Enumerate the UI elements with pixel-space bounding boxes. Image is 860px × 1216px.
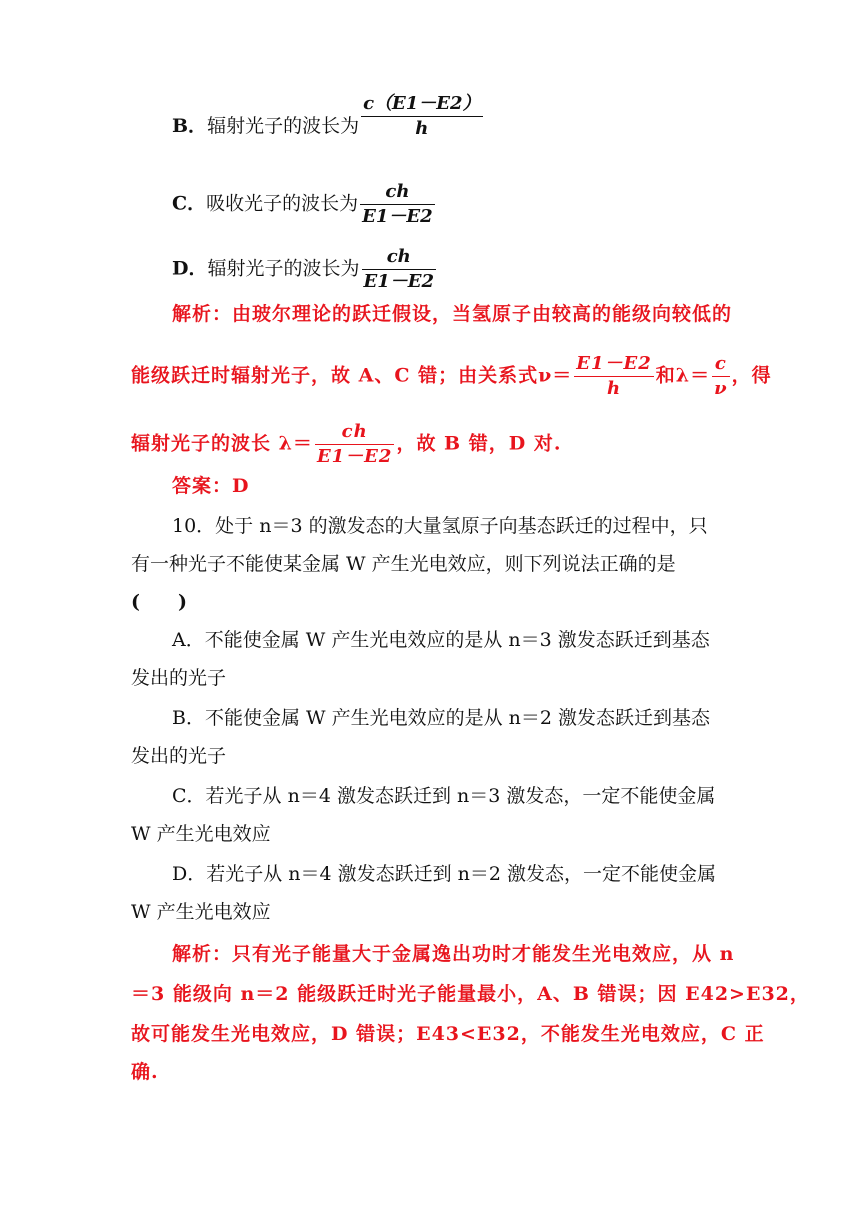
analysis-text: ，得	[731, 364, 772, 387]
analysis-9-line-3	[131, 420, 561, 469]
question-10-line-2: 有一种光子不能使某金属 W 产生光电效应，则下列说法正确的是	[131, 553, 676, 575]
fraction	[360, 180, 435, 229]
option-text: 辐射光子的波长为	[207, 257, 360, 280]
option-letter: C．	[172, 192, 207, 215]
analysis-10-line-4: 确.	[131, 1061, 159, 1083]
analysis-text: 由玻尔理论的跃迁假设，当氢原子由较高的能级向较低的	[232, 303, 733, 325]
option-b	[172, 92, 485, 141]
option-c	[172, 180, 437, 229]
option-d	[172, 245, 438, 294]
analysis-text: 能级跃迁时辐射光子，故 A、C 错；由关系式ν＝	[131, 364, 573, 387]
question-10-option-d-cont: W 产生光电效应	[131, 901, 271, 923]
answer-value: D	[232, 475, 250, 497]
fraction-numerator: ch	[360, 180, 435, 205]
fraction	[574, 352, 654, 401]
analysis-9-line-1	[172, 300, 732, 328]
analysis-10-line-1	[172, 940, 734, 968]
fraction-denominator: E1－E2	[362, 206, 433, 227]
question-10-option-c: C．若光子从 n＝4 激发态跃迁到 n＝3 激发态，一定不能使金属	[172, 785, 716, 807]
analysis-9-line-2	[131, 352, 772, 401]
option-letter: B．	[172, 115, 208, 137]
fraction-numerator: c	[712, 352, 730, 377]
question-10-option-b-cont: 发出的光子	[131, 745, 227, 767]
fraction-numerator: E1－E2	[574, 352, 654, 377]
fraction-numerator: ch	[362, 245, 437, 270]
analysis-text: ，故 B 错，D 对.	[396, 432, 562, 455]
question-10-option-d: D．若光子从 n＝4 激发态跃迁到 n＝2 激发态，一定不能使金属	[172, 863, 717, 885]
analysis-text: 只有光子能量大于金属逸出功时才能发生光电效应，从 n	[232, 943, 735, 965]
fraction-numerator: ch	[315, 420, 395, 445]
analysis-10-line-2: ＝3 能级向 n＝2 能级跃迁时光子能量最小，A、B 错误；因 E42>E32，	[131, 983, 810, 1005]
fraction	[315, 420, 395, 469]
question-10-option-a: A．不能使金属 W 产生光电效应的是从 n＝3 激发态跃迁到基态	[172, 629, 710, 651]
fraction	[362, 245, 437, 294]
fraction-denominator: ν	[714, 378, 728, 399]
question-10-blank: ( )	[131, 591, 187, 613]
fraction	[712, 352, 730, 401]
fraction-denominator: E1－E2	[363, 271, 434, 292]
fraction-denominator: h	[415, 117, 429, 139]
fraction-denominator: h	[606, 378, 622, 399]
answer-label: 答案：	[172, 475, 233, 497]
question-10-option-a-cont: 发出的光子	[131, 667, 227, 689]
analysis-text: 和λ＝	[655, 364, 711, 387]
question-10-option-c-cont: W 产生光电效应	[131, 823, 271, 845]
question-10-option-b: B．不能使金属 W 产生光电效应的是从 n＝2 激发态跃迁到基态	[172, 707, 710, 729]
analysis-label: 解析：	[172, 943, 233, 965]
answer-9	[172, 472, 250, 500]
fraction-denominator: E1－E2	[316, 446, 393, 467]
option-letter: D．	[172, 257, 208, 280]
option-text: 吸收光子的波长为	[206, 192, 359, 215]
option-text: 辐射光子的波长为	[207, 115, 360, 137]
question-10-line-1: 10．处于 n＝3 的激发态的大量氢原子向基态跃迁的过程中，只	[172, 515, 708, 537]
analysis-text: 辐射光子的波长 λ＝	[131, 432, 313, 455]
fraction-numerator: c（E1－E2）	[361, 92, 482, 117]
analysis-10-line-3: 故可能发生光电效应，D 错误；E43<E32，不能发生光电效应，C 正	[131, 1023, 765, 1045]
analysis-label: 解析：	[172, 303, 233, 325]
fraction	[361, 92, 482, 141]
